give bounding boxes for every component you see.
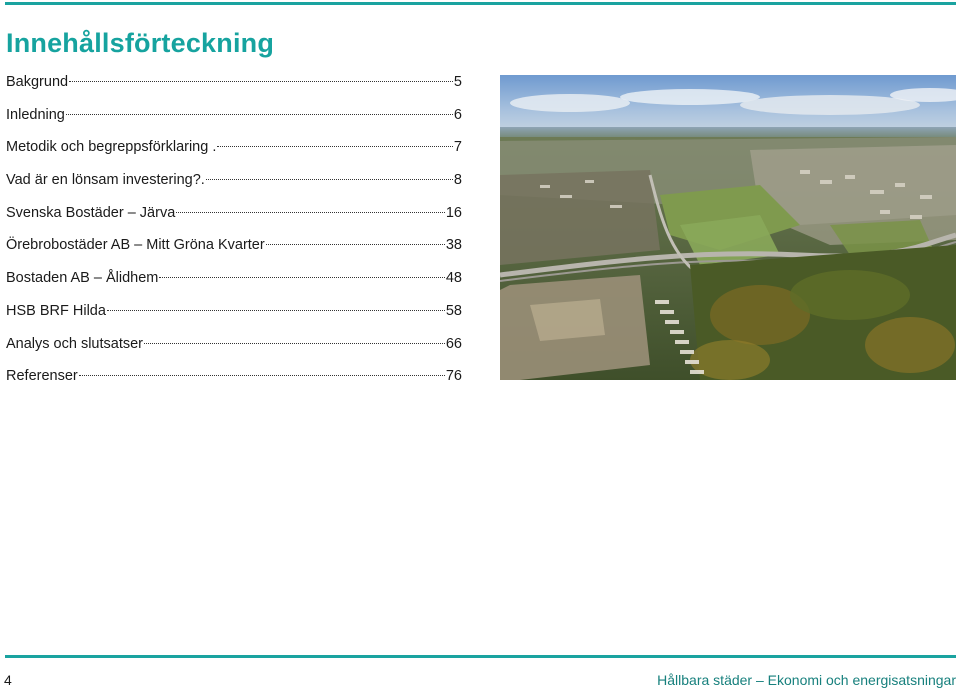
toc-entry-page: 76 bbox=[445, 368, 462, 385]
toc-dot-leader bbox=[66, 114, 453, 115]
toc-entry-page: 58 bbox=[445, 302, 462, 319]
toc-entry-label: Örebrobostäder AB – Mitt Gröna Kvarter bbox=[6, 237, 265, 254]
toc-entry[interactable] bbox=[6, 295, 462, 328]
page-title: Innehållsförteckning bbox=[6, 28, 275, 58]
aerial-photo bbox=[500, 75, 956, 380]
toc-entry[interactable] bbox=[6, 229, 462, 262]
top-divider bbox=[5, 2, 956, 5]
toc-entry[interactable] bbox=[6, 262, 462, 295]
aerial-photo-icon bbox=[500, 75, 956, 380]
toc-entry-page: 66 bbox=[445, 335, 462, 352]
toc-dot-leader bbox=[176, 212, 445, 213]
toc-entry[interactable] bbox=[6, 131, 462, 164]
toc-entry[interactable] bbox=[6, 197, 462, 230]
toc-entry-page: 48 bbox=[445, 270, 462, 287]
toc-entry[interactable] bbox=[6, 66, 462, 99]
page-number: 4 bbox=[4, 672, 12, 688]
toc-entry-label: Referenser bbox=[6, 368, 78, 385]
toc-entry-page: 38 bbox=[445, 237, 462, 254]
toc-entry[interactable] bbox=[6, 99, 462, 132]
toc-entry[interactable] bbox=[6, 328, 462, 361]
toc-dot-leader bbox=[107, 310, 445, 311]
table-of-contents bbox=[6, 66, 462, 393]
toc-entry-page: 5 bbox=[453, 74, 462, 90]
toc-entry-page: 8 bbox=[453, 172, 462, 189]
toc-dot-leader bbox=[266, 244, 445, 245]
toc-dot-leader bbox=[206, 179, 453, 180]
bottom-divider bbox=[5, 655, 956, 658]
toc-dot-leader bbox=[79, 375, 445, 376]
toc-entry[interactable] bbox=[6, 360, 462, 393]
toc-entry-label: Bakgrund bbox=[6, 74, 69, 90]
toc-entry-label: Metodik och begreppsförklaring . bbox=[6, 139, 217, 156]
footer-title: Hållbara städer – Ekonomi och energisatsningar bbox=[657, 672, 956, 688]
toc-dot-leader bbox=[69, 81, 453, 82]
toc-entry-label: Svenska Bostäder – Järva bbox=[6, 204, 176, 221]
toc-entry-label: Bostaden AB – Ålidhem bbox=[6, 270, 159, 287]
toc-entry-page: 7 bbox=[453, 139, 462, 156]
toc-dot-leader bbox=[159, 277, 445, 278]
toc-entry-label: HSB BRF Hilda bbox=[6, 302, 106, 319]
toc-entry-page: 6 bbox=[453, 106, 462, 123]
toc-entry-label: Inledning bbox=[6, 106, 65, 123]
toc-entry[interactable] bbox=[6, 164, 462, 197]
toc-dot-leader bbox=[217, 146, 453, 147]
toc-entry-page: 16 bbox=[445, 204, 462, 221]
toc-dot-leader bbox=[144, 343, 445, 344]
toc-entry-label: Analys och slutsatser bbox=[6, 335, 144, 352]
toc-entry-label: Vad är en lönsam investering?. bbox=[6, 172, 205, 189]
